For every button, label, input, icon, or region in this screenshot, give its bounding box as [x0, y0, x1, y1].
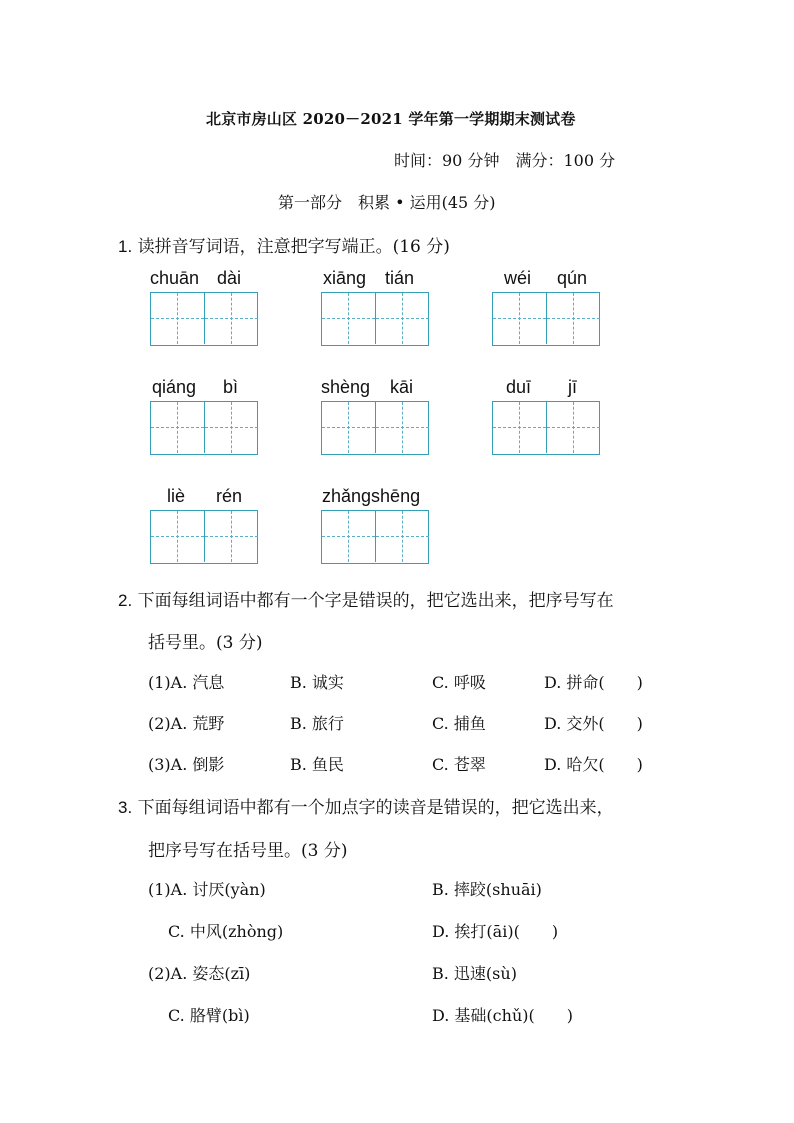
writing-grid[interactable] — [492, 401, 600, 455]
writing-grid[interactable] — [150, 401, 258, 455]
writing-grid[interactable] — [492, 292, 600, 346]
pinyin-syllable: qiáng — [152, 377, 197, 397]
answer-option[interactable]: D. 哈欠( ) — [544, 755, 643, 774]
time-limit: 时间：90 分钟 — [394, 151, 500, 170]
writing-grid[interactable] — [150, 292, 258, 346]
answer-option[interactable]: D. 挨打(āi)( ) — [432, 922, 559, 941]
question-number: 1. — [118, 237, 133, 256]
pinyin-syllable: rén — [216, 486, 243, 506]
pinyin-syllable: kāi — [390, 377, 414, 397]
question-text-cont: 把序号写在括号里。(3 分) — [148, 841, 348, 861]
option: (3)A. 倒影 — [148, 755, 225, 774]
pinyin-syllable: bì — [223, 377, 239, 397]
option: (2)A. 荒野 — [148, 714, 225, 733]
writing-grid[interactable] — [150, 510, 258, 564]
question-text-cont: 括号里。(3 分) — [148, 633, 263, 653]
pinyin-syllable: duī — [506, 377, 532, 397]
answer-option[interactable]: D. 交外( ) — [544, 714, 643, 733]
pinyin-syllable: wéi — [504, 268, 532, 288]
option: C. 呼吸 — [432, 673, 486, 692]
option: C. 捕鱼 — [432, 714, 486, 733]
pinyin-syllable: chuān — [150, 268, 200, 288]
pinyin-syllable: shèng — [321, 377, 371, 397]
option: B. 鱼民 — [290, 755, 344, 774]
option: (1)A. 汽息 — [148, 673, 225, 692]
question-number: 2. — [118, 591, 133, 610]
writing-grid[interactable] — [321, 401, 429, 455]
pinyin-syllable: dài — [217, 268, 242, 288]
question-text: 读拼音写词语，注意把字写端正。(16 分) — [137, 237, 450, 257]
pinyin-syllable: jī — [568, 377, 577, 397]
question-number: 3. — [118, 798, 133, 817]
option: B. 迅速(sù) — [432, 964, 517, 983]
answer-option[interactable]: D. 拼命( ) — [544, 673, 643, 692]
exam-title: 北京市房山区 2020－2021 学年第一学期期末测试卷 — [206, 110, 576, 128]
writing-grid[interactable] — [321, 292, 429, 346]
option: B. 诚实 — [290, 673, 344, 692]
pinyin-syllable: xiāng — [323, 268, 367, 288]
option: C. 胳臂(bì) — [168, 1006, 250, 1025]
question-2 — [118, 586, 614, 611]
question-3 — [118, 793, 614, 818]
part-title: 第一部分 积累 • 运用(45 分) — [278, 193, 496, 212]
option: (1)A. 讨厌(yàn) — [148, 880, 266, 899]
option: (2)A. 姿态(zī) — [148, 964, 251, 983]
pinyin-syllable: zhǎngshēng — [322, 486, 421, 506]
option: B. 旅行 — [290, 714, 344, 733]
option: C. 苍翠 — [432, 755, 486, 774]
writing-grid[interactable] — [321, 510, 429, 564]
option: B. 摔跤(shuāi) — [432, 880, 542, 899]
full-score: 满分：100 分 — [515, 151, 616, 170]
pinyin-syllable: liè — [167, 486, 186, 506]
question-text: 下面每组词语中都有一个加点字的读音是错误的，把它选出来， — [137, 798, 614, 818]
option: C. 中风(zhòng) — [168, 922, 284, 941]
question-1 — [118, 232, 450, 257]
exam-meta — [394, 148, 615, 171]
question-text: 下面每组词语中都有一个字是错误的，把它选出来，把序号写在 — [137, 591, 614, 611]
pinyin-syllable: tián — [385, 268, 415, 288]
answer-option[interactable]: D. 基础(chǔ)( ) — [432, 1006, 573, 1025]
pinyin-syllable: qún — [557, 268, 588, 288]
